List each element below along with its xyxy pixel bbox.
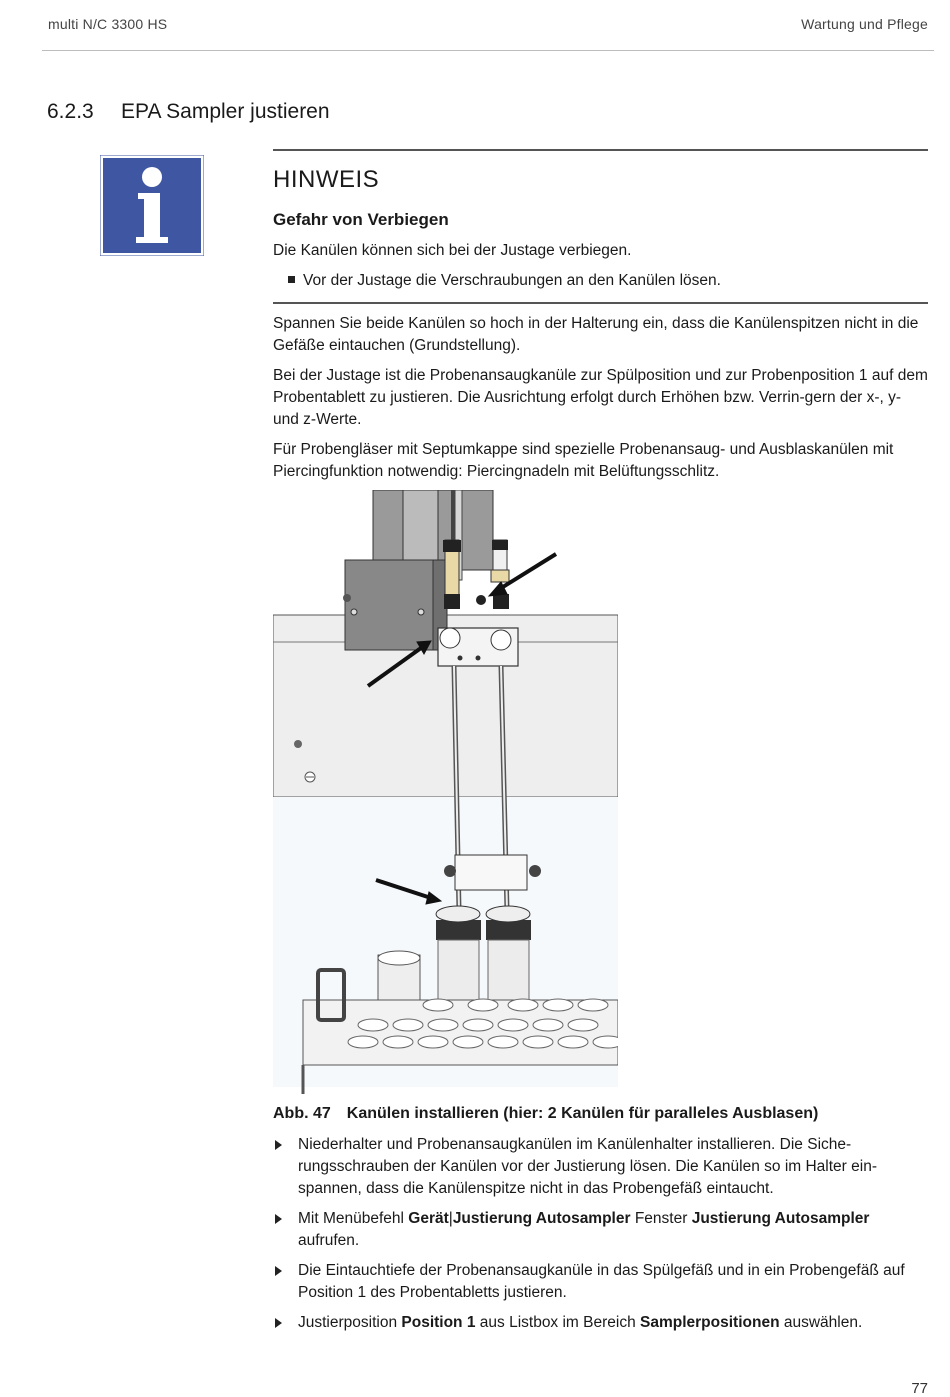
info-icon [100, 155, 204, 256]
step-1 [273, 1134, 928, 1200]
figure-caption-text: Kanülen installieren (hier: 2 Kanülen für paralleles Ausblasen) [346, 1105, 819, 1122]
step-4-mid: aus Listbox im Bereich [475, 1314, 641, 1331]
step-arrow-icon [275, 1140, 282, 1150]
step-3-text: Die Eintauchtiefe der Probenansaugkanüle in das Spülgefäß und in ein Probengefäß auf Position 1 des Probentabletts justieren. [298, 1262, 905, 1301]
step-arrow-icon [275, 1318, 282, 1328]
menu-justierung-autosampler: Justierung Autosampler [452, 1210, 631, 1227]
notice-title: HINWEIS [273, 166, 380, 193]
section-number: 6.2.3 [47, 100, 94, 123]
step-2 [273, 1208, 928, 1252]
menu-separator: | [448, 1210, 453, 1227]
header-left: multi N/C 3300 HS [48, 16, 168, 32]
option-position-1: Position 1 [401, 1314, 476, 1331]
step-arrow-icon [275, 1214, 282, 1224]
page-number: 77 [911, 1380, 928, 1397]
figure-caption [273, 1105, 818, 1123]
paragraph-1: Spannen Sie beide Kanülen so hoch in der Halterung ein, dass die Kanülenspitzen nicht in die Gefäße eintauchen (Grundstellung). [273, 315, 919, 354]
area-samplerpositionen: Samplerpositionen [640, 1314, 780, 1331]
step-4 [273, 1312, 928, 1334]
step-4-text [298, 1312, 928, 1334]
paragraph-3: Für Probengläser mit Septumkappe sind spezielle Probenansaug- und Ausblaskanülen mit Piercingfunktion notwendig: Piercingnadeln mit Belüftungsschlitz. [273, 441, 894, 480]
step-4-post: auswählen. [779, 1314, 863, 1331]
step-4-pre: Justierposition [298, 1314, 402, 1331]
step-2-pre: Mit Menübefehl [298, 1210, 409, 1227]
menu-geraet: Gerät [408, 1210, 449, 1227]
window-justierung-autosampler: Justierung Autosampler [691, 1210, 870, 1227]
section-heading [47, 100, 330, 124]
notice-top-rule [273, 149, 928, 151]
notice-bullet-text: Vor der Justage die Verschraubungen an den Kanülen lösen. [303, 272, 721, 289]
step-2-post: aufrufen. [298, 1232, 360, 1249]
step-1-text: Niederhalter und Probenansaugkanülen im Kanülenhalter installieren. Die Siche-rungsschrauben der Kanülen vor der Justierung lösen. Die Kanülen so im Halter ein-spannen, dass die Kanülenspitze nicht in das Probengefäß eintaucht. [298, 1136, 877, 1197]
notice-text: Die Kanülen können sich bei der Justage verbiegen. [273, 242, 632, 259]
paragraph-2: Bei der Justage ist die Probenansaugkanüle zur Spülposition und zur Probenposition 1 auf dem Probentablett zu justieren. Die Ausrichtung erfolgt durch Erhöhen bzw. Verrin-gern der x-, y- und z-Werte. [273, 367, 928, 428]
notice-bottom-rule [273, 302, 928, 304]
step-2-mid: Fenster [630, 1210, 692, 1227]
notice-bullet [288, 272, 721, 290]
bullet-square-icon [288, 276, 295, 283]
step-arrow-icon [275, 1266, 282, 1276]
step-3 [273, 1260, 928, 1304]
step-2-text [298, 1208, 928, 1252]
notice-subtitle: Gefahr von Verbiegen [273, 210, 449, 229]
header-right: Wartung und Pflege [801, 16, 928, 32]
figure-number: Abb. 47 [273, 1105, 331, 1122]
header-rule [42, 50, 934, 51]
section-title: EPA Sampler justieren [121, 100, 330, 123]
figure-cannula-installation [273, 490, 618, 1094]
